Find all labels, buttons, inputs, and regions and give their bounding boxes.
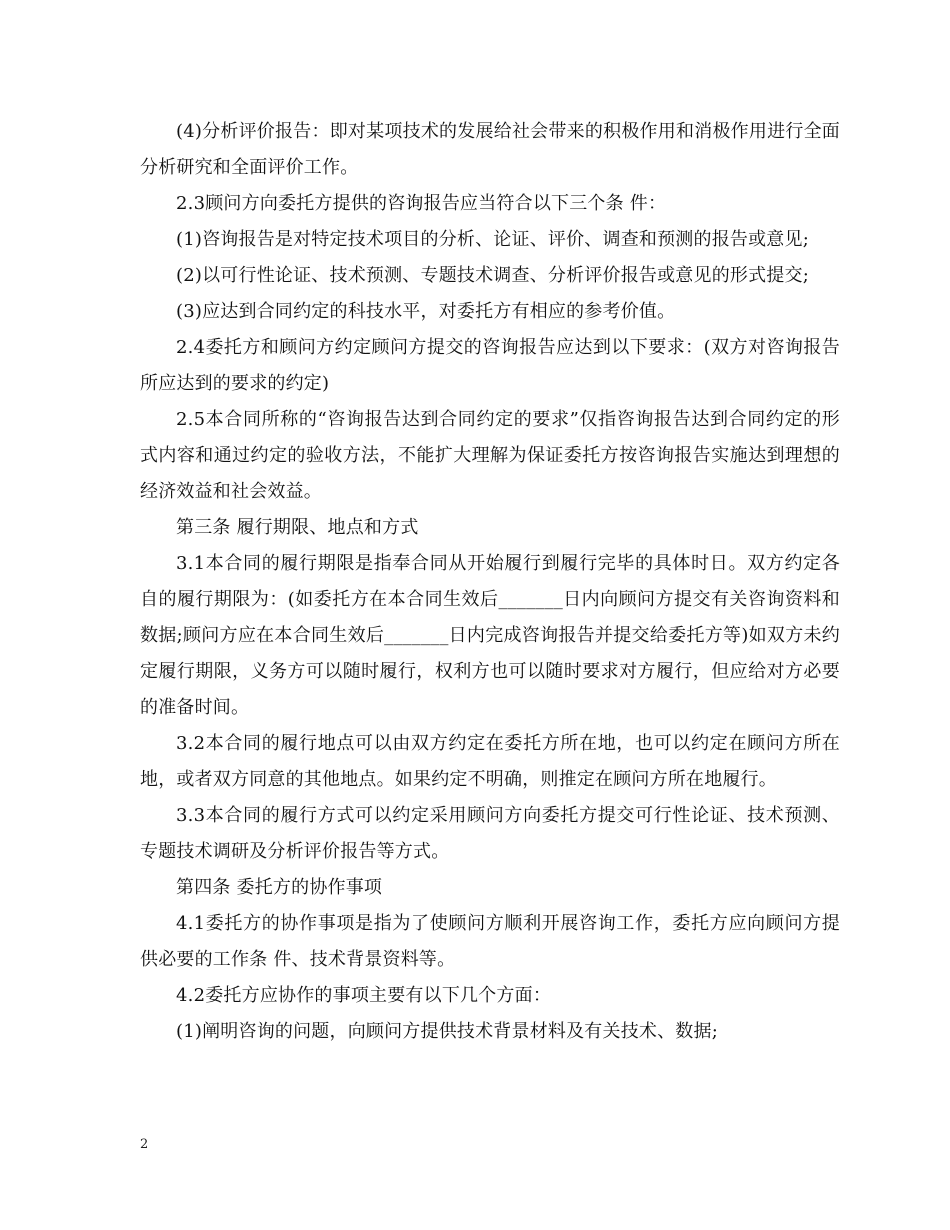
paragraph-condition-3: (3)应达到合同约定的科技水平，对委托方有相应的参考价值。 bbox=[176, 301, 676, 322]
page-number: 2 bbox=[140, 1137, 149, 1152]
paragraph-condition-1: (1)咨询报告是对特定技术项目的分析、论证、评价、调查和预测的报告或意见; bbox=[176, 229, 809, 250]
paragraph-clause-4-1: 4.1委托方的协作事项是指为了使顾问方顺利开展咨询工作，委托方应向顾问方提供必要的工作条 件、技术背景资料等。 bbox=[140, 913, 840, 970]
paragraph-cooperation-item-1: (1)阐明咨询的问题，向顾问方提供技术背景材料及有关技术、数据; bbox=[176, 1021, 718, 1042]
paragraph-analysis-report: (4)分析评价报告：即对某项技术的发展给社会带来的积极作用和消极作用进行全面分析研究和全面评价工作。 bbox=[140, 121, 840, 178]
paragraph-clause-4-2: 4.2委托方应协作的事项主要有以下几个方面： bbox=[176, 985, 552, 1006]
paragraph-clause-2-3: 2.3顾问方向委托方提供的咨询报告应当符合以下三个条 件： bbox=[176, 193, 667, 214]
paragraph-clause-2-4: 2.4委托方和顾问方约定顾问方提交的咨询报告应达到以下要求：(双方对咨询报告所应达到的要求的约定) bbox=[140, 337, 840, 394]
heading-article-4: 第四条 委托方的协作事项 bbox=[176, 877, 383, 898]
paragraph-clause-3-1: 3.1本合同的履行期限是指奉合同从开始履行到履行完毕的具体时日。双方约定各自的履行期限为：(如委托方在本合同生效后_______日内向顾问方提交有关咨询资料和数据;顾问方应在本合同生效后_______日内完成咨询报告并提交给委托方等)如双方未约定履行期限，义务方可以随时履行，权利方也可以随时要求对方履行，但应给对方必要的准备时间。 bbox=[140, 553, 840, 718]
paragraph-clause-3-2: 3.2本合同的履行地点可以由双方约定在委托方所在地，也可以约定在顾问方所在地，或者双方同意的其他地点。如果约定不明确，则推定在顾问方所在地履行。 bbox=[140, 733, 840, 790]
paragraph-clause-3-3: 3.3本合同的履行方式可以约定采用顾问方向委托方提交可行性论证、技术预测、专题技术调研及分析评价报告等方式。 bbox=[140, 805, 840, 862]
document-body bbox=[140, 114, 840, 1050]
paragraph-clause-2-5: 2.5本合同所称的“咨询报告达到合同约定的要求”仅指咨询报告达到合同约定的形式内容和通过约定的验收方法，不能扩大理解为保证委托方按咨询报告实施达到理想的经济效益和社会效益。 bbox=[140, 409, 840, 502]
heading-article-3: 第三条 履行期限、地点和方式 bbox=[176, 517, 419, 538]
paragraph-condition-2: (2)以可行性论证、技术预测、专题技术调查、分析评价报告或意见的形式提交; bbox=[176, 265, 809, 286]
